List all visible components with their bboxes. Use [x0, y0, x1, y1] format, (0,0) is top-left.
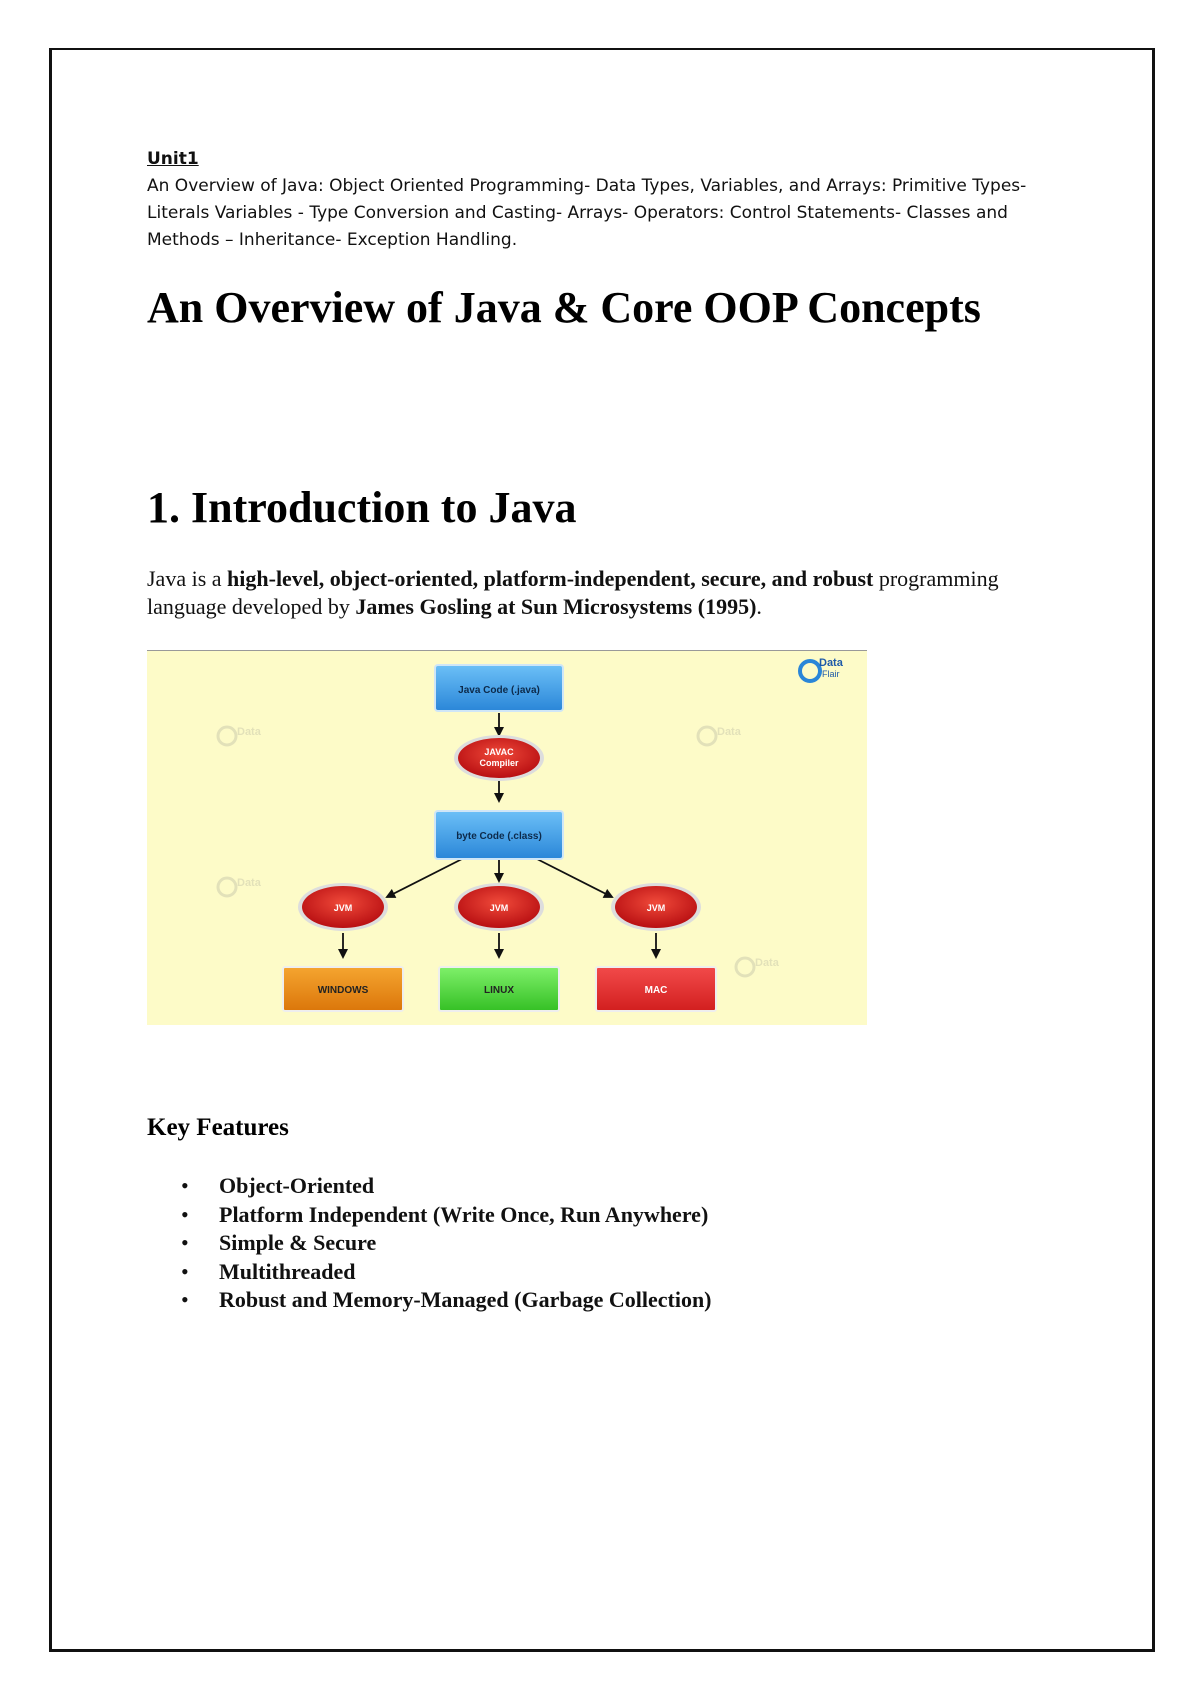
intro-paragraph [147, 565, 1047, 621]
list-item [147, 1286, 712, 1315]
list-item-text: Platform Independent (Write Once, Run Anywhere) [219, 1201, 709, 1227]
list-item [147, 1229, 712, 1258]
list-item [147, 1201, 712, 1230]
dataflair-logo [800, 657, 844, 681]
byte-code-box [435, 811, 563, 859]
windows-label: WINDOWS [317, 985, 369, 996]
unit-description: An Overview of Java: Object Oriented Programming- Data Types, Variables, and Arrays: Primitive Types-Literals Variables - Type Conversion and Casting- Arrays- Operators: Control Statements- Classes and Methods – Inheritance- Exception Handling. [147, 176, 1027, 250]
key-features-title: Key Features [147, 1114, 289, 1141]
arrow-bytecode-to-jvm-right [537, 859, 612, 897]
windows-box [283, 967, 403, 1011]
javac-label: JAVAC [484, 747, 514, 757]
intro-text-2: programming language developed by [147, 566, 999, 619]
intro-text-3: . [756, 594, 762, 619]
diagram-svg [147, 651, 867, 1025]
list-item-text: Multithreaded [219, 1258, 356, 1284]
mac-box [596, 967, 716, 1011]
jvm-label: JVM [333, 903, 353, 913]
list-item-text: Object-Oriented [219, 1173, 375, 1198]
list-item [147, 1258, 712, 1287]
jvm-oval-left [298, 883, 388, 931]
watermark [218, 877, 262, 896]
logo-circle-icon [800, 661, 820, 681]
watermark-text: Data [755, 957, 779, 969]
byte-code-label: byte Code (.class) [456, 831, 542, 842]
arrow-bytecode-to-jvm-left [387, 859, 462, 897]
intro-bold-1: high-level, object-oriented, platform-independent, secure, and robust [227, 566, 874, 591]
intro-bold-2: James Gosling at Sun Microsystems (1995) [355, 594, 757, 619]
watermark-text: Data [717, 726, 741, 738]
bullet-icon: • [181, 1230, 189, 1255]
linux-box [439, 967, 559, 1011]
logo-text-flair: Flair [822, 669, 840, 679]
java-code-box [435, 665, 563, 711]
watermark-text: Data [237, 877, 261, 889]
watermark [698, 726, 742, 745]
jvm-oval-center [454, 883, 544, 931]
list-item-text: Simple & Secure [219, 1230, 377, 1255]
bullet-icon: • [181, 1287, 189, 1312]
java-code-label: Java Code (.java) [458, 685, 540, 696]
java-compilation-diagram [147, 650, 867, 1025]
list-item-text: Robust and Memory-Managed (Garbage Collection) [219, 1287, 712, 1312]
linux-label: LINUX [484, 985, 514, 996]
jvm-oval-right [611, 883, 701, 931]
unit-title: Unit1 [147, 149, 199, 169]
compiler-label: Compiler [479, 758, 519, 768]
unit-header [147, 146, 1047, 254]
section-title-introduction: 1. Introduction to Java [147, 483, 577, 532]
main-title: An Overview of Java & Core OOP Concepts [147, 283, 981, 332]
logo-text-data: Data [819, 657, 843, 669]
bullet-icon: • [181, 1258, 189, 1284]
list-item [147, 1172, 712, 1201]
intro-text-1: Java is a [147, 566, 228, 591]
bullet-icon: • [181, 1201, 189, 1227]
key-features-list [147, 1172, 712, 1315]
watermark-text: Data [237, 726, 261, 738]
watermark [736, 957, 780, 976]
mac-label: MAC [644, 985, 668, 996]
jvm-label: JVM [489, 903, 509, 913]
bullet-icon: • [181, 1173, 189, 1198]
watermark [218, 726, 262, 745]
jvm-label: JVM [646, 903, 666, 913]
javac-compiler-oval [454, 735, 544, 781]
